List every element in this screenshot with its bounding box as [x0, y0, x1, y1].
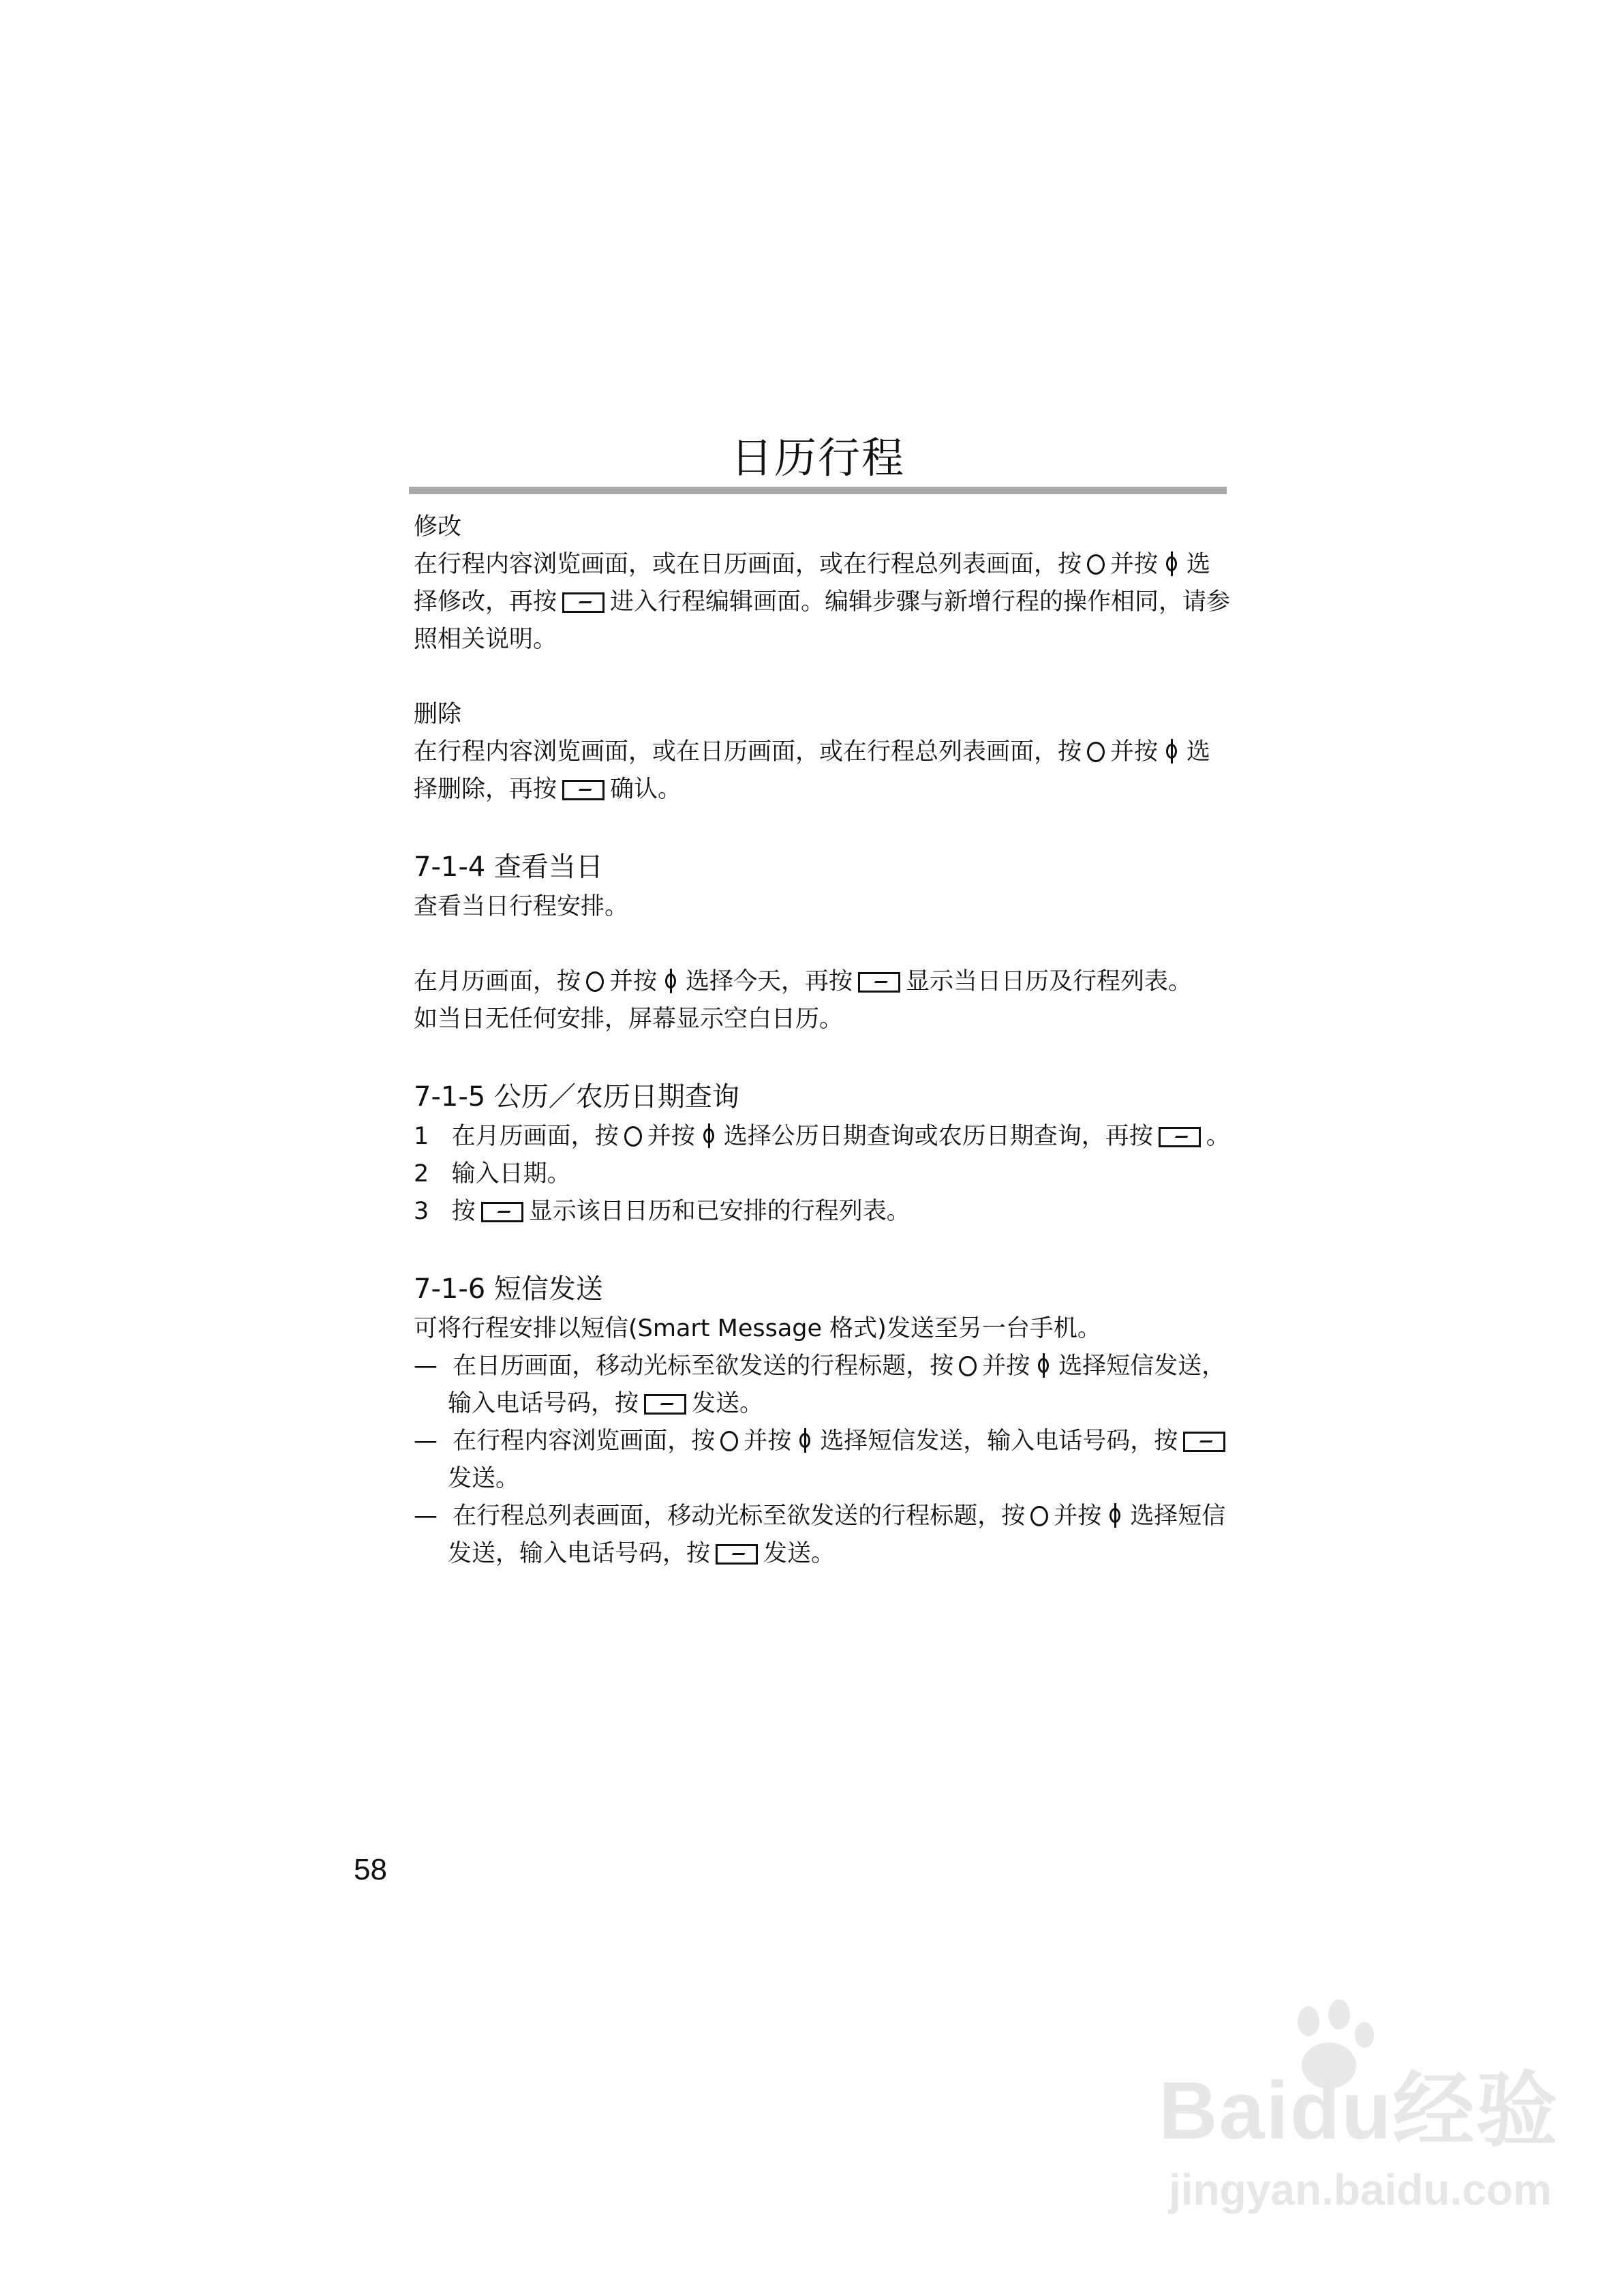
menu-key-icon: [720, 1431, 738, 1451]
menu-key-icon: [586, 971, 604, 992]
delete-heading: 删除: [414, 701, 462, 728]
list-item: 3 按 显示该日日历和已安排的行程列表。: [414, 1198, 911, 1225]
page-title: 日历行程: [730, 433, 905, 483]
nav-key-icon: [1163, 552, 1181, 576]
nav-key-icon: [1163, 739, 1181, 764]
view-today-note: 如当日无任何安排，屏幕显示空白日历。: [414, 1006, 844, 1033]
list-item: — 在行程总列表画面，移动光标至欲发送的行程标题，按 并按 选择短信发送，输入电话号码，按 发送。: [414, 1502, 1226, 1567]
nav-key-icon: [797, 1428, 814, 1453]
ok-key-icon: [481, 1202, 523, 1222]
menu-key-icon: [1087, 554, 1105, 575]
ok-key-icon: [562, 780, 605, 800]
view-today-intro: 查看当日行程安排。: [414, 893, 629, 920]
list-item: — 在行程内容浏览画面，按 并按 选择短信发送，输入电话号码，按发送。: [414, 1423, 1231, 1498]
modify-paragraph: 在行程内容浏览画面，或在日历画面，或在行程总列表画面，按 并按 选择修改，再按 进入行程编辑画面。编辑步骤与新增行程的操作相同，请参照相关说明。: [414, 551, 1231, 653]
sms-intro: 可将行程安排以短信(Smart Message 格式)发送至另一台手机。: [414, 1315, 1101, 1342]
content: [414, 509, 1231, 1573]
nav-key-icon: [1107, 1503, 1124, 1528]
list-item: 2 输入日期。: [414, 1160, 571, 1188]
nav-key-icon: [662, 969, 680, 993]
ok-key-icon: [716, 1544, 758, 1565]
list-item: — 在日历画面，移动光标至欲发送的行程标题，按 并按 选择短信发送，输入电话号码，按 发送。: [414, 1353, 1226, 1417]
section-title-date-query: 7-1-5 公历／农历日期查询: [414, 1081, 739, 1113]
nav-key-icon: [1035, 1353, 1053, 1378]
modify-heading: 修改: [414, 513, 462, 541]
ok-key-icon: [1183, 1432, 1225, 1452]
ok-key-icon: [858, 972, 900, 993]
ok-key-icon: [562, 592, 605, 613]
menu-key-icon: [624, 1126, 642, 1147]
watermark-url: jingyan.baidu.com: [1169, 2165, 1552, 2214]
nav-key-icon: [701, 1123, 718, 1148]
watermark-logo: Baidu经验: [1159, 2065, 1559, 2156]
view-today-steps: 在月历画面，按 并按 选择今天，再按 显示当日日历及行程列表。: [414, 968, 1193, 995]
delete-paragraph: 在行程内容浏览画面，或在日历画面，或在行程总列表画面，按 并按 选择删除，再按 确认。: [414, 738, 1211, 803]
menu-key-icon: [1030, 1506, 1048, 1526]
page-number: 58: [354, 1853, 387, 1886]
menu-key-icon: [959, 1356, 977, 1376]
title-divider: [409, 487, 1227, 494]
section-title-view-today: 7-1-4 查看当日: [414, 851, 603, 883]
ok-key-icon: [644, 1394, 686, 1415]
menu-key-icon: [1087, 742, 1105, 762]
section-title-sms-send: 7-1-6 短信发送: [414, 1273, 603, 1305]
list-item: 1 在月历画面，按 并按 选择公历日期查询或农历日期查询，再按 。: [414, 1123, 1230, 1150]
ok-key-icon: [1159, 1127, 1201, 1147]
